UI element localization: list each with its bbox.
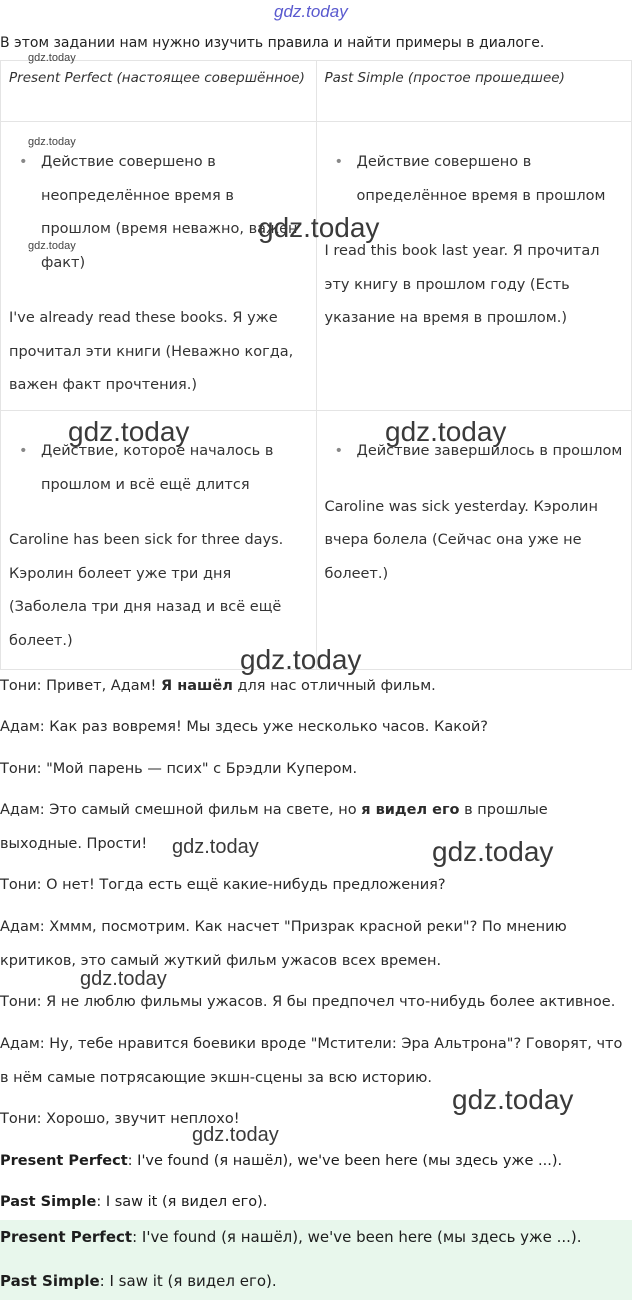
intro-text: В этом задании нам нужно изучить правила и найти примеры в диалоге. [0, 35, 545, 51]
table-cell [1, 122, 317, 411]
rule-text: Действие совершено в неопределённое время в прошлом (время неважно, важен факт) [41, 154, 298, 271]
example-text: Caroline was sick yesterday. Кэролин вчера болела (Сейчас она уже не болеет.) [324, 498, 598, 582]
watermark: gdz.today [432, 836, 554, 867]
rule-text: Действие завершилось в прошлом [356, 443, 623, 459]
watermark: gdz.today [452, 1084, 574, 1115]
summary-present-perfect: Present Perfect: I've found (я нашёл), we've been here (мы здесь уже ...). [0, 1153, 563, 1169]
watermark: gdz.today [274, 2, 348, 21]
watermark: gdz.today [385, 416, 507, 447]
example-text: I've already read these books. Я уже прочитал эти книги (Неважно когда, важен факт прочтения.) [9, 310, 294, 393]
answer-box [0, 1220, 632, 1300]
example-text: Caroline has been sick for three days. Кэролин болеет уже три дня (Заболела три дня назад и всё ещё болеет.) [9, 532, 284, 649]
table-row [1, 411, 632, 670]
watermark: gdz.today [28, 136, 76, 148]
list-item [325, 146, 624, 213]
bullet-icon: • [334, 154, 344, 170]
table-cell [316, 411, 632, 670]
rules-table [0, 60, 632, 670]
dialogue-line: Адам: Это самый смешной фильм на свете, но я видел его в прошлые выходные. Прости! [0, 802, 548, 852]
answer-past-simple: Past Simple: I saw it (я видел его). [0, 1272, 277, 1290]
example-text: I read this book last year. Я прочитал эту книгу в прошлом году (Есть указание на время в прошлом.) [324, 243, 600, 326]
table-row [1, 122, 632, 411]
dialogue-line: Адам: Ну, тебе нравится боевики вроде "Мстители: Эра Альтрона"? Говорят, что в нём самые потрясающие экшн-сцены за всю историю. [0, 1036, 623, 1086]
watermark: gdz.today [28, 52, 76, 64]
dialogue-line: Тони: Я не люблю фильмы ужасов. Я бы предпочел что-нибудь более активное. [0, 994, 616, 1010]
rule-text: Действие, которое началось в прошлом и всё ещё длится [41, 443, 274, 493]
dialogue-line: Тони: "Мой парень — псих" с Брэдли Купером. [0, 761, 358, 777]
summary-past-simple: Past Simple: I saw it (я видел его). [0, 1194, 268, 1210]
bullet-icon: • [19, 154, 28, 170]
table-cell [316, 122, 632, 411]
rule-text: Действие совершено в определённое время в прошлом [356, 154, 606, 204]
answer-present-perfect: Present Perfect: I've found (я нашёл), we've been here (мы здесь уже ...). [0, 1228, 582, 1246]
dialogue-line: Адам: Как раз вовремя! Мы здесь уже несколько часов. Какой? [0, 719, 488, 735]
dialogue-line: Адам: Хммм, посмотрим. Как насчет "Призрак красной реки"? По мнению критиков, это самый жуткий фильм ужасов всех времен. [0, 919, 567, 969]
table-cell [1, 411, 317, 670]
watermark: gdz.today [240, 644, 362, 675]
watermark: gdz.today [258, 212, 380, 243]
header-past-simple: Past Simple (простое прошедшее) [316, 61, 632, 122]
dialogue-line: Тони: Привет, Адам! Я нашёл для нас отличный фильм. [0, 678, 436, 694]
watermark: gdz.today [68, 416, 190, 447]
bullet-icon: • [334, 443, 344, 459]
watermark: gdz.today [28, 240, 76, 252]
watermark: gdz.today [192, 1124, 279, 1146]
dialogue-line: Тони: Хорошо, звучит неплохо! [0, 1111, 240, 1127]
watermark: gdz.today [172, 836, 259, 858]
header-present-perfect: Present Perfect (настоящее совершённое) [1, 61, 317, 122]
bullet-icon: • [19, 443, 28, 459]
watermark: gdz.today [80, 968, 167, 990]
dialogue-line: Тони: О нет! Тогда есть ещё какие-нибудь предложения? [0, 877, 446, 893]
